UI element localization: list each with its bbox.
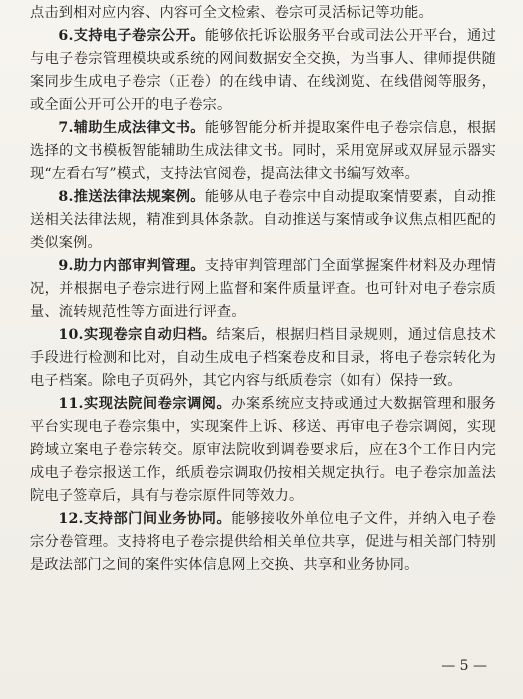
item-heading: 9.助力内部审判管理。 — [58, 258, 205, 274]
paragraph-continued: 点击到相对应内容、内容可全文检索、卷宗可灵活标记等功能。 — [30, 5, 433, 21]
item-heading: 11.实现法院间卷宗调阅。 — [58, 396, 232, 412]
item-heading: 10.实现卷宗自动归档。 — [58, 327, 217, 343]
paragraph-item-12 — [30, 508, 496, 577]
item-text: 结案后，根据归档目录规则，通过信息技术手段进行检测和比对，自动生成电子档案卷皮和目录，将电子卷宗转化为电子档案。除电子页码外，其它内容与纸质卷宗（如有）保持一致。 — [30, 327, 496, 389]
item-text: 能够从电子卷宗中自动提取案情要素，自动推送相关法律法规，精准到具体条款。自动推送与案情或争议焦点相匹配的类似案例。 — [30, 189, 496, 251]
item-text: 支持审判管理部门全面掌握案件材料及办理情况，并根据电子卷宗进行网上监督和案件质量评查。也可针对电子卷宗质量、流转规范性等方面进行评查。 — [30, 258, 496, 320]
page-number: — 5 — — [441, 658, 487, 674]
item-text: 办案系统应支持或通过大数据管理和服务平台实现电子卷宗集中，实现案件上诉、移送、再审电子卷宗调阅，实现跨域立案电子卷宗转交。原审法院收到调卷要求后，应在3个工作日内完成电子卷宗报送工作，纸质卷宗调取仍按相关规定执行。电子卷宗加盖法院电子签章后，具有与卷宗原件同等效力。 — [30, 396, 496, 504]
item-heading: 7.辅助生成法律文书。 — [58, 120, 205, 136]
item-heading: 8.推送法律法规案例。 — [58, 189, 205, 205]
paragraph-item-8 — [30, 186, 496, 255]
item-heading: 12.支持部门间业务协同。 — [58, 511, 232, 527]
item-text: 能够智能分析并提取案件电子卷宗信息，根据选择的文书模板智能辅助生成法律文书。同时，采用宽屏或双屏显示器实现“左看右写”模式，支持法官阅卷，提高法律文书编写效率。 — [30, 120, 496, 182]
paragraph-item-10 — [30, 324, 496, 393]
item-text: 能够依托诉讼服务平台或司法公开平台，通过与电子卷宗管理模块或系统的网间数据安全交换，为当事人、律师提供随案同步生成电子卷宗（正卷）的在线申请、在线浏览、在线借阅等服务，或全面公开可公开的电子卷宗。 — [30, 28, 496, 113]
paragraph-item-11 — [30, 393, 496, 508]
paragraph-item-6 — [30, 25, 496, 117]
document-body — [30, 2, 496, 577]
item-heading: 6.支持电子卷宗公开。 — [58, 28, 205, 44]
item-text: 能够接收外单位电子文件，并纳入电子卷宗分卷管理。支持将电子卷宗提供给相关单位共享，促进与相关部门特别是政法部门之间的案件实体信息网上交换、共享和业务协同。 — [30, 511, 496, 573]
paragraph-item-7 — [30, 117, 496, 186]
paragraph-item-9 — [30, 255, 496, 324]
